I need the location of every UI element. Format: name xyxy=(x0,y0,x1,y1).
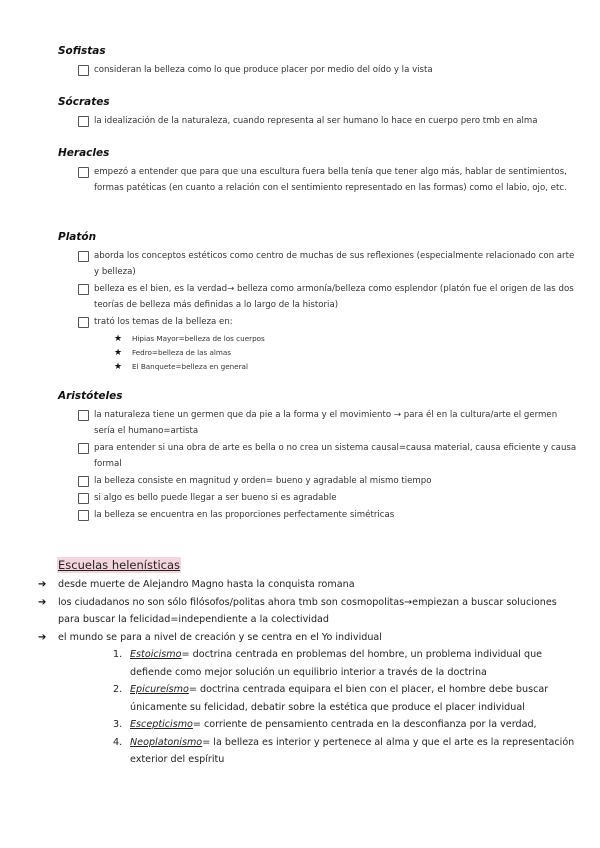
checkbox-icon[interactable] xyxy=(78,167,89,178)
section-title: Sócrates xyxy=(58,96,110,108)
section-heracles xyxy=(58,147,578,197)
section-title: Sofistas xyxy=(58,45,106,57)
arrow-list-item xyxy=(38,629,578,647)
arrow-list xyxy=(38,576,578,769)
arrow-right-icon: ➔ xyxy=(38,579,47,590)
item-text: Fedro=belleza de las almas xyxy=(132,348,232,357)
star-icon: ★ xyxy=(114,348,123,358)
star-list xyxy=(58,332,578,374)
escuelas-heading: Escuelas helenísticas xyxy=(58,558,181,572)
checklist-item xyxy=(58,62,578,78)
star-icon: ★ xyxy=(114,362,123,372)
numbered-item xyxy=(38,716,578,734)
section-aristoteles xyxy=(58,390,578,524)
item-text: aborda los conceptos estéticos como centro de muchas de sus reflexiones (especialmente relacionado con arte y belleza) xyxy=(94,251,575,277)
numbered-item xyxy=(38,734,578,769)
checklist-item xyxy=(58,507,578,523)
checkbox-icon[interactable] xyxy=(78,116,89,127)
item-text: la naturaleza tiene un germen que da pie a la forma y el movimiento → para él en la cultura/arte el germen sería el humano=artista xyxy=(94,410,558,436)
checkbox-icon[interactable] xyxy=(78,284,89,295)
item-text: los ciudadanos no son sólo filósofos/politas ahora tmb son cosmopolitas→empiezan a buscar soluciones para buscar la felicidad=independiente a la colectividad xyxy=(58,596,557,625)
star-list-item xyxy=(58,346,578,360)
section-socrates xyxy=(58,96,578,130)
section-title: Aristóteles xyxy=(58,390,123,402)
item-text: desde muerte de Alejandro Magno hasta la conquista romana xyxy=(58,579,355,590)
checkbox-icon[interactable] xyxy=(78,476,89,487)
section-sofistas xyxy=(58,45,578,79)
star-list-item xyxy=(58,360,578,374)
checklist-item xyxy=(58,314,578,330)
item-text: = doctrina centrada en problemas del hombre, un problema individual que defiende como mejor solución un equilibrio interior a través de la doctrina xyxy=(130,649,543,678)
item-text: empezó a entender que para que una escultura fuera bella tenía que tener algo más, hablar de sentimientos, formas patéticas (en cuanto a relación con el sentimiento representado en las formas) como el labio, ojo, etc. xyxy=(94,167,567,193)
checklist-item xyxy=(58,490,578,506)
checklist-item xyxy=(58,248,578,280)
item-text: = doctrina centrada equipara el bien con el placer, el hombre debe buscar únicamente su felicidad, debatir sobre la estética que produce el placer individual xyxy=(130,684,549,713)
item-number: 1. xyxy=(113,649,123,660)
item-text: = la belleza es interior y pertenece al alma y que el arte es la representación exterior del espíritu xyxy=(130,736,575,765)
checklist-item xyxy=(58,473,578,489)
item-text: la belleza consiste en magnitud y orden= bueno y agradable al mismo tiempo xyxy=(94,476,432,486)
checkbox-icon[interactable] xyxy=(78,317,89,328)
star-list-item xyxy=(58,332,578,346)
checklist-item xyxy=(58,164,578,196)
item-text: para entender si una obra de arte es bella o no crea un sistema causal=causa material, causa eficiente y causa formal xyxy=(94,443,577,469)
checkbox-icon[interactable] xyxy=(78,251,89,262)
numbered-list xyxy=(38,646,578,769)
item-text: el mundo se para a nivel de creación y se centra en el Yo individual xyxy=(58,631,382,643)
star-icon: ★ xyxy=(114,334,123,344)
item-number: 4. xyxy=(113,736,123,748)
item-text: belleza es el bien, es la verdad→ belleza como armonía/belleza como esplendor (platón fue el origen de las dos teorías de belleza más definidas a lo largo de la historia) xyxy=(94,284,574,310)
item-text: consideran la belleza como lo que produce placer por medio del oído y la vista xyxy=(94,65,433,75)
numbered-item xyxy=(38,681,578,716)
checklist-item xyxy=(58,440,578,472)
item-text: la belleza se encuentra en las proporciones perfectamente simétricas xyxy=(94,510,395,520)
checklist-item xyxy=(58,281,578,313)
term-epicureismo: Epicureísmo xyxy=(130,684,189,695)
item-text: Hipias Mayor=belleza de los cuerpos xyxy=(132,334,265,343)
checkbox-icon[interactable] xyxy=(78,443,89,454)
checkbox-icon[interactable] xyxy=(78,510,89,521)
section-platon xyxy=(58,231,578,377)
section-title: Platón xyxy=(58,231,97,243)
numbered-item xyxy=(38,646,578,681)
item-text: El Banquete=belleza en general xyxy=(132,362,248,371)
item-text: si algo es bello puede llegar a ser bueno si es agradable xyxy=(94,493,337,503)
arrow-right-icon: ➔ xyxy=(38,631,47,643)
checkbox-icon[interactable] xyxy=(78,65,89,76)
checklist-item xyxy=(58,407,578,439)
item-number: 3. xyxy=(113,719,123,730)
term-escepticismo: Escepticismo xyxy=(130,719,193,730)
item-text: trató los temas de la belleza en: xyxy=(94,317,233,327)
checkbox-icon[interactable] xyxy=(78,493,89,504)
term-neoplatonismo: Neoplatonismo xyxy=(130,736,203,748)
arrow-list-item xyxy=(38,576,578,594)
checkbox-icon[interactable] xyxy=(78,410,89,421)
arrow-right-icon: ➔ xyxy=(38,596,47,608)
item-text: = corriente de pensamiento centrada en la desconfianza por la verdad, xyxy=(192,719,537,730)
term-estoicismo: Estoicismo xyxy=(130,649,182,660)
item-text: la idealización de la naturaleza, cuando representa al ser humano lo hace en cuerpo pero tmb en alma xyxy=(94,116,538,126)
section-title: Heracles xyxy=(58,147,110,159)
item-number: 2. xyxy=(113,684,123,695)
checklist-item xyxy=(58,113,578,129)
arrow-list-item xyxy=(38,594,578,629)
